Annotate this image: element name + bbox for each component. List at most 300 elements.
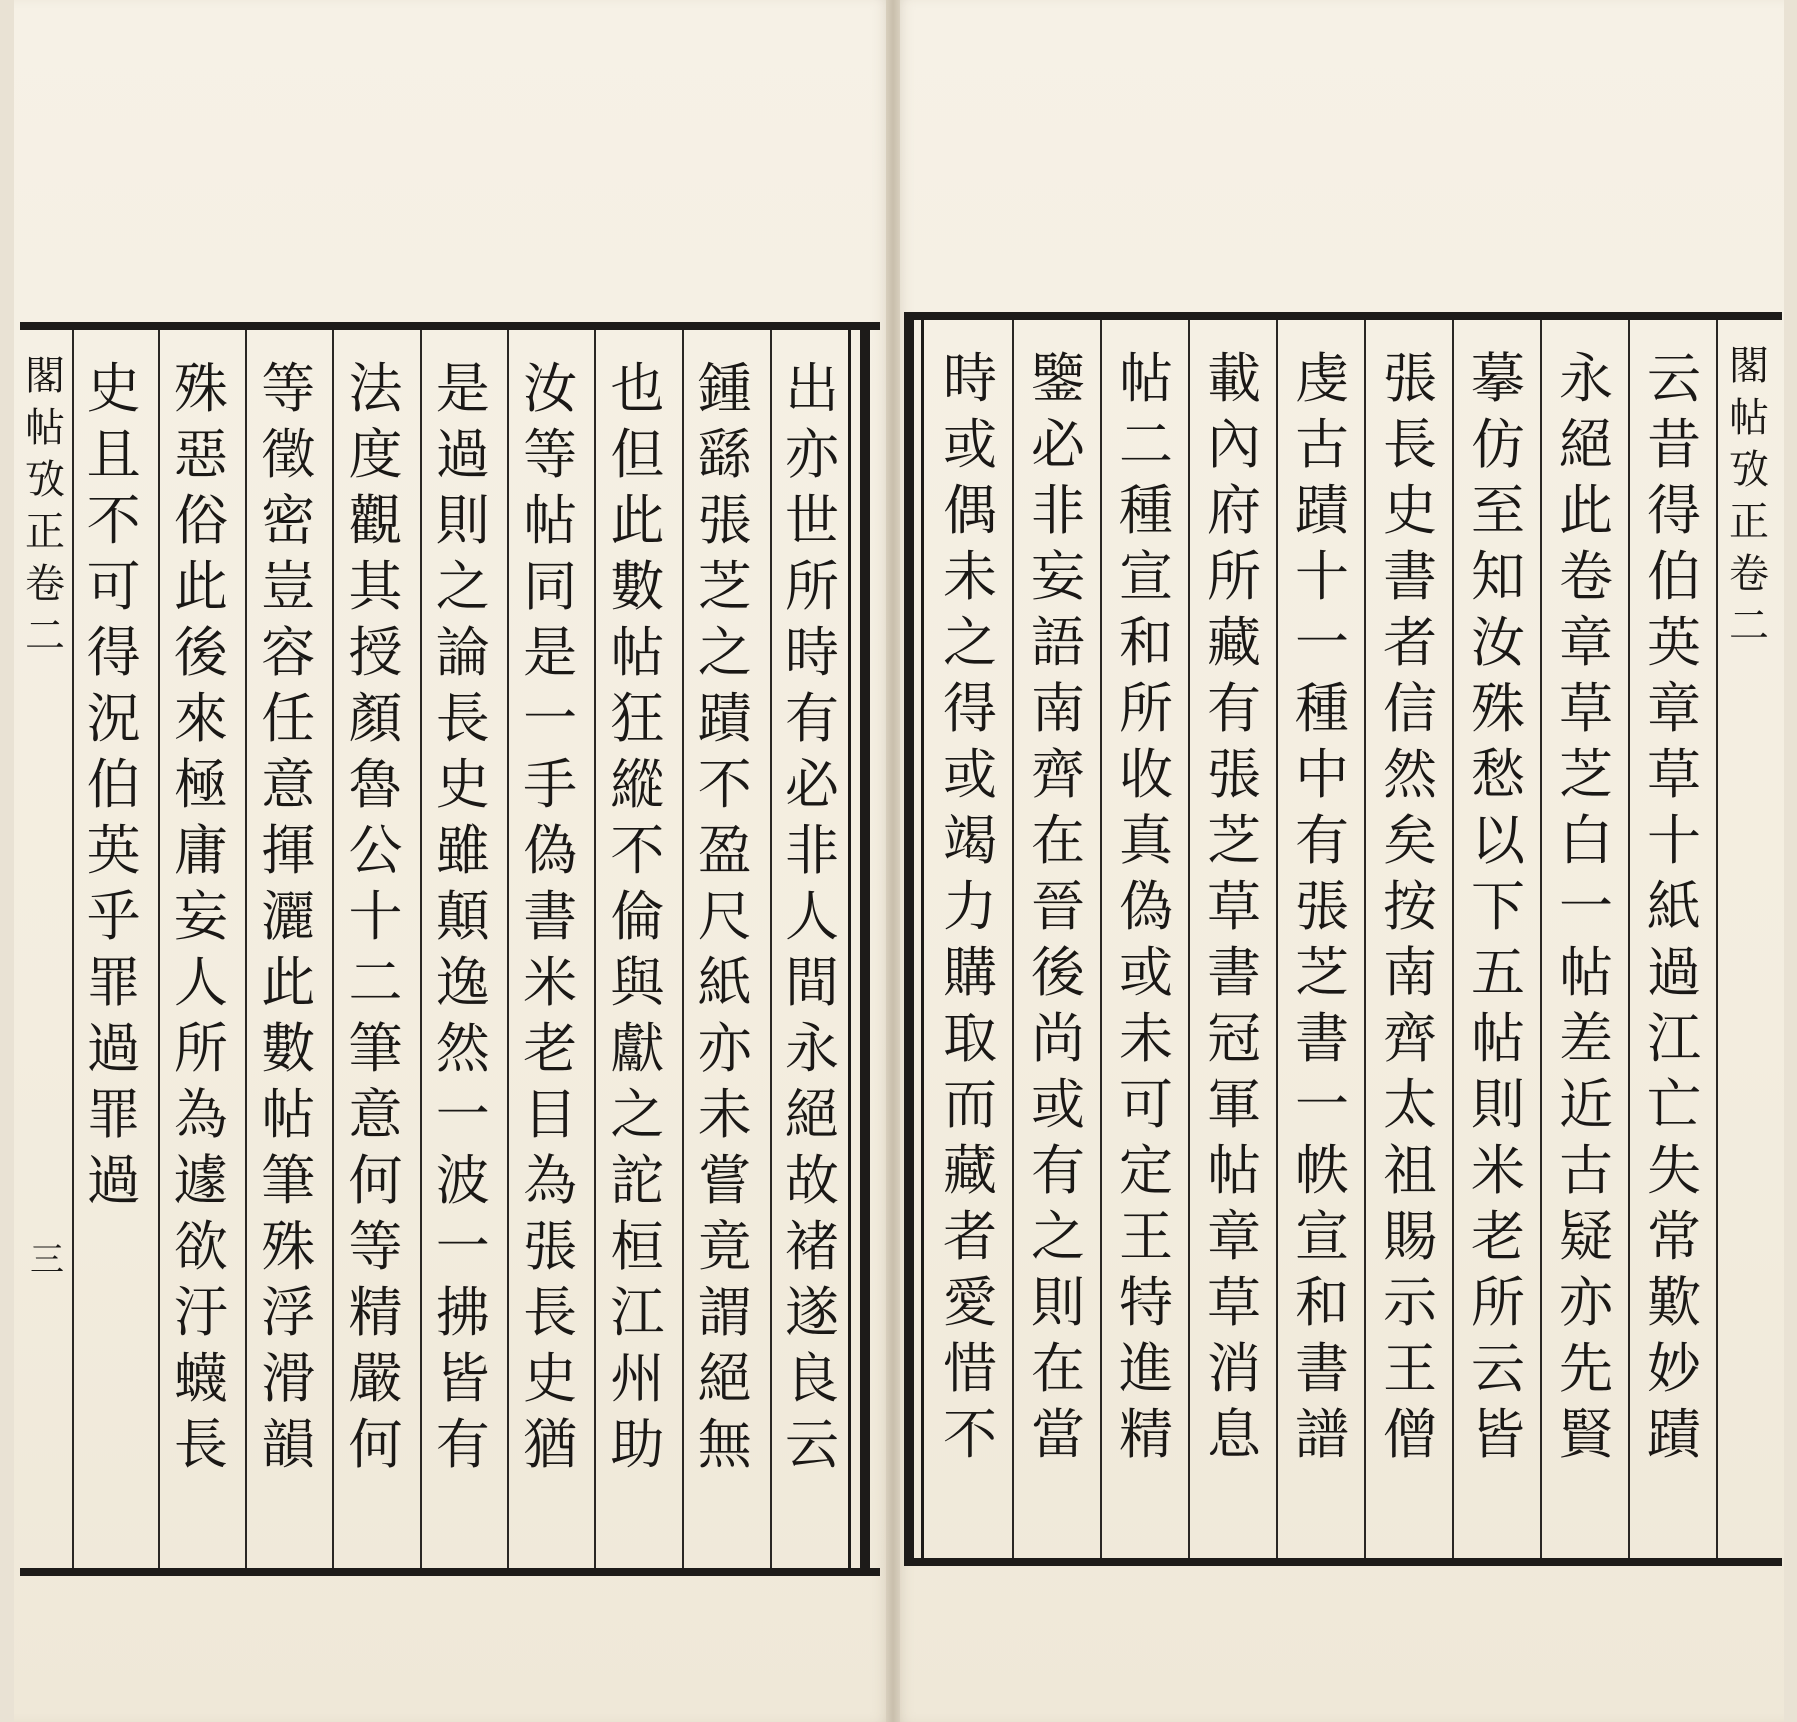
glyph: 汙 bbox=[173, 1281, 228, 1344]
glyph: 非 bbox=[1031, 479, 1085, 542]
glyph: 按 bbox=[1383, 875, 1437, 938]
glyph: 後 bbox=[173, 621, 228, 684]
glyph: 之 bbox=[435, 555, 490, 618]
glyph: 定 bbox=[1119, 1139, 1173, 1202]
glyph: 伯 bbox=[1647, 545, 1701, 608]
glyph: 盈 bbox=[697, 819, 752, 882]
glyph: 宣 bbox=[1295, 1205, 1349, 1268]
glyph: 或 bbox=[943, 743, 997, 806]
glyph: 時 bbox=[943, 347, 997, 410]
glyph: 晉 bbox=[1031, 875, 1085, 938]
glyph: 欲 bbox=[173, 1215, 228, 1278]
glyph: 草 bbox=[1559, 677, 1613, 740]
glyph: 譜 bbox=[1295, 1403, 1349, 1466]
glyph: 何 bbox=[348, 1413, 403, 1476]
glyph: 任 bbox=[261, 687, 316, 750]
glyph: 拂 bbox=[435, 1281, 490, 1344]
right-column-1 bbox=[1630, 346, 1718, 1468]
glyph: 偽 bbox=[523, 819, 578, 882]
glyph: 所 bbox=[1207, 545, 1261, 608]
glyph: 等 bbox=[348, 1215, 403, 1278]
glyph: 過 bbox=[86, 1149, 141, 1212]
glyph: 下 bbox=[1471, 875, 1525, 938]
glyph: 或 bbox=[943, 413, 997, 476]
left-column-9 bbox=[70, 356, 158, 1214]
glyph: 竟 bbox=[697, 1215, 752, 1278]
glyph: 未 bbox=[1119, 1007, 1173, 1070]
glyph: 妄 bbox=[173, 885, 228, 948]
glyph: 江 bbox=[610, 1281, 665, 1344]
left-column-7 bbox=[244, 356, 332, 1478]
glyph: 史 bbox=[523, 1347, 578, 1410]
glyph: 逸 bbox=[435, 951, 490, 1014]
glyph: 章 bbox=[1559, 611, 1613, 674]
glyph: 中 bbox=[1295, 743, 1349, 806]
glyph: 進 bbox=[1119, 1337, 1173, 1400]
glyph: 帖 bbox=[523, 489, 578, 552]
glyph: 不 bbox=[697, 753, 752, 816]
glyph: 有 bbox=[1031, 1139, 1085, 1202]
glyph: 愁 bbox=[1471, 743, 1525, 806]
glyph: 助 bbox=[610, 1413, 665, 1476]
glyph: 紙 bbox=[1647, 875, 1701, 938]
glyph: 汝 bbox=[1471, 611, 1525, 674]
glyph: 必 bbox=[785, 753, 839, 816]
glyph: 白 bbox=[1559, 809, 1613, 872]
title-glyph: 帖 bbox=[25, 405, 65, 451]
glyph: 一 bbox=[1559, 875, 1613, 938]
glyph: 觀 bbox=[348, 489, 403, 552]
title-glyph: 卷 bbox=[25, 561, 65, 607]
glyph: 或 bbox=[1031, 1073, 1085, 1136]
glyph: 為 bbox=[523, 1149, 578, 1212]
glyph: 所 bbox=[785, 555, 839, 618]
glyph: 古 bbox=[1559, 1139, 1613, 1202]
glyph: 不 bbox=[943, 1403, 997, 1466]
glyph: 偶 bbox=[943, 479, 997, 542]
glyph: 江 bbox=[1647, 1007, 1701, 1070]
glyph: 妄 bbox=[1031, 545, 1085, 608]
glyph: 間 bbox=[785, 951, 839, 1014]
right-column-5 bbox=[1278, 346, 1366, 1468]
glyph: 有 bbox=[435, 1413, 490, 1476]
glyph: 力 bbox=[943, 875, 997, 938]
glyph: 特 bbox=[1119, 1271, 1173, 1334]
glyph: 密 bbox=[261, 489, 316, 552]
glyph: 書 bbox=[1295, 1337, 1349, 1400]
glyph: 則 bbox=[435, 489, 490, 552]
glyph: 和 bbox=[1119, 611, 1173, 674]
title-glyph: 閣 bbox=[25, 353, 65, 399]
glyph: 絕 bbox=[697, 1347, 752, 1410]
glyph: 昔 bbox=[1647, 413, 1701, 476]
glyph: 府 bbox=[1207, 479, 1261, 542]
right-column-6 bbox=[1190, 346, 1278, 1468]
glyph: 僧 bbox=[1383, 1403, 1437, 1466]
glyph: 卷 bbox=[1559, 545, 1613, 608]
glyph: 以 bbox=[1471, 809, 1525, 872]
glyph: 人 bbox=[173, 951, 228, 1014]
glyph: 愛 bbox=[943, 1271, 997, 1334]
glyph: 鍾 bbox=[697, 357, 752, 420]
glyph: 宣 bbox=[1119, 545, 1173, 608]
glyph: 消 bbox=[1207, 1337, 1261, 1400]
glyph: 老 bbox=[523, 1017, 578, 1080]
glyph: 得 bbox=[86, 621, 141, 684]
glyph: 芝 bbox=[1559, 743, 1613, 806]
glyph: 過 bbox=[1647, 941, 1701, 1004]
glyph: 乎 bbox=[86, 885, 141, 948]
right-side-title bbox=[1726, 340, 1772, 652]
glyph: 一 bbox=[1295, 1073, 1349, 1136]
glyph: 蹟 bbox=[1647, 1403, 1701, 1466]
glyph: 王 bbox=[1119, 1205, 1173, 1268]
glyph: 張 bbox=[1383, 347, 1437, 410]
glyph: 徵 bbox=[261, 423, 316, 486]
glyph: 南 bbox=[1383, 941, 1437, 1004]
glyph: 魯 bbox=[348, 753, 403, 816]
glyph: 真 bbox=[1119, 809, 1173, 872]
glyph: 帖 bbox=[261, 1083, 316, 1146]
glyph: 虔 bbox=[1295, 347, 1349, 410]
glyph: 英 bbox=[86, 819, 141, 882]
glyph: 之 bbox=[697, 621, 752, 684]
glyph: 近 bbox=[1559, 1073, 1613, 1136]
glyph: 獻 bbox=[610, 1017, 665, 1080]
glyph: 世 bbox=[785, 489, 839, 552]
glyph: 者 bbox=[943, 1205, 997, 1268]
glyph: 一 bbox=[523, 687, 578, 750]
glyph: 之 bbox=[610, 1083, 665, 1146]
glyph: 長 bbox=[435, 687, 490, 750]
glyph: 顏 bbox=[348, 687, 403, 750]
right-column-9 bbox=[926, 346, 1014, 1468]
glyph: 無 bbox=[697, 1413, 752, 1476]
glyph: 可 bbox=[86, 555, 141, 618]
glyph: 長 bbox=[1383, 413, 1437, 476]
glyph: 此 bbox=[173, 555, 228, 618]
glyph: 亡 bbox=[1647, 1073, 1701, 1136]
glyph: 差 bbox=[1559, 1007, 1613, 1070]
title-glyph: 二 bbox=[25, 613, 65, 659]
glyph: 張 bbox=[1295, 875, 1349, 938]
glyph: 書 bbox=[1383, 545, 1437, 608]
glyph: 後 bbox=[1031, 941, 1085, 1004]
glyph: 庸 bbox=[173, 819, 228, 882]
glyph: 亦 bbox=[697, 1017, 752, 1080]
glyph: 目 bbox=[523, 1083, 578, 1146]
glyph: 章 bbox=[1207, 1205, 1261, 1268]
glyph: 嘗 bbox=[697, 1149, 752, 1212]
glyph: 齊 bbox=[1383, 1007, 1437, 1070]
left-column-8 bbox=[157, 356, 245, 1478]
glyph: 度 bbox=[348, 423, 403, 486]
glyph: 帖 bbox=[1559, 941, 1613, 1004]
glyph: 良 bbox=[785, 1347, 839, 1410]
glyph: 所 bbox=[1119, 677, 1173, 740]
glyph: 一 bbox=[435, 1215, 490, 1278]
glyph: 灑 bbox=[261, 885, 316, 948]
right-column-7 bbox=[1102, 346, 1190, 1468]
glyph: 芝 bbox=[1207, 809, 1261, 872]
glyph: 帖 bbox=[610, 621, 665, 684]
glyph: 草 bbox=[1207, 1271, 1261, 1334]
glyph: 遽 bbox=[173, 1149, 228, 1212]
glyph: 殊 bbox=[261, 1215, 316, 1278]
glyph: 不 bbox=[610, 819, 665, 882]
title-glyph: 閣 bbox=[1729, 343, 1769, 389]
glyph: 時 bbox=[785, 621, 839, 684]
glyph: 必 bbox=[1031, 413, 1085, 476]
glyph: 妙 bbox=[1647, 1337, 1701, 1400]
glyph: 罪 bbox=[86, 951, 141, 1014]
glyph: 而 bbox=[943, 1073, 997, 1136]
glyph: 伯 bbox=[86, 753, 141, 816]
glyph: 出 bbox=[785, 357, 839, 420]
glyph: 殊 bbox=[173, 357, 228, 420]
glyph: 帖 bbox=[1119, 347, 1173, 410]
glyph: 張 bbox=[1207, 743, 1261, 806]
glyph: 蹟 bbox=[1295, 479, 1349, 542]
glyph: 永 bbox=[1559, 347, 1613, 410]
glyph: 等 bbox=[523, 423, 578, 486]
glyph: 謂 bbox=[697, 1281, 752, 1344]
glyph: 遂 bbox=[785, 1281, 839, 1344]
glyph: 米 bbox=[1471, 1139, 1525, 1202]
glyph: 太 bbox=[1383, 1073, 1437, 1136]
glyph: 精 bbox=[1119, 1403, 1173, 1466]
title-glyph: 正 bbox=[25, 509, 65, 555]
glyph: 購 bbox=[943, 941, 997, 1004]
glyph: 取 bbox=[943, 1007, 997, 1070]
glyph: 過 bbox=[435, 423, 490, 486]
glyph: 韻 bbox=[261, 1413, 316, 1476]
glyph: 或 bbox=[1119, 941, 1173, 1004]
left-column-4 bbox=[506, 356, 594, 1478]
glyph: 豈 bbox=[261, 555, 316, 618]
title-glyph: 攷 bbox=[1729, 447, 1769, 493]
glyph: 非 bbox=[785, 819, 839, 882]
glyph: 二 bbox=[1119, 413, 1173, 476]
glyph: 且 bbox=[86, 423, 141, 486]
left-column-5 bbox=[419, 356, 507, 1478]
glyph: 書 bbox=[1207, 941, 1261, 1004]
glyph: 公 bbox=[348, 819, 403, 882]
glyph: 信 bbox=[1383, 677, 1437, 740]
glyph: 示 bbox=[1383, 1271, 1437, 1334]
glyph: 失 bbox=[1647, 1139, 1701, 1202]
glyph: 此 bbox=[610, 489, 665, 552]
glyph: 浮 bbox=[261, 1281, 316, 1344]
glyph: 揮 bbox=[261, 819, 316, 882]
glyph: 數 bbox=[261, 1017, 316, 1080]
glyph: 法 bbox=[348, 357, 403, 420]
glyph: 賜 bbox=[1383, 1205, 1437, 1268]
glyph: 極 bbox=[173, 753, 228, 816]
glyph: 則 bbox=[1471, 1073, 1525, 1136]
glyph: 賢 bbox=[1559, 1403, 1613, 1466]
glyph: 和 bbox=[1295, 1271, 1349, 1334]
book-gutter bbox=[886, 0, 900, 1722]
glyph: 意 bbox=[348, 1083, 403, 1146]
glyph: 史 bbox=[1383, 479, 1437, 542]
glyph: 惡 bbox=[173, 423, 228, 486]
glyph: 皆 bbox=[435, 1347, 490, 1410]
glyph: 所 bbox=[1471, 1271, 1525, 1334]
glyph: 絕 bbox=[785, 1083, 839, 1146]
glyph: 褚 bbox=[785, 1215, 839, 1278]
glyph: 有 bbox=[1295, 809, 1349, 872]
glyph: 在 bbox=[1031, 809, 1085, 872]
glyph: 草 bbox=[1207, 875, 1261, 938]
glyph: 亦 bbox=[1559, 1271, 1613, 1334]
glyph: 至 bbox=[1471, 479, 1525, 542]
glyph: 在 bbox=[1031, 1337, 1085, 1400]
glyph: 內 bbox=[1207, 413, 1261, 476]
glyph: 嚴 bbox=[348, 1347, 403, 1410]
glyph: 軍 bbox=[1207, 1073, 1261, 1136]
glyph: 此 bbox=[261, 951, 316, 1014]
left-column-2 bbox=[681, 356, 769, 1478]
glyph: 是 bbox=[523, 621, 578, 684]
left-folio: 三 bbox=[30, 1240, 64, 1280]
glyph: 縱 bbox=[610, 753, 665, 816]
glyph: 桓 bbox=[610, 1215, 665, 1278]
glyph: 筆 bbox=[261, 1149, 316, 1212]
glyph: 帙 bbox=[1295, 1139, 1349, 1202]
glyph: 帖 bbox=[1471, 1007, 1525, 1070]
glyph: 一 bbox=[435, 1083, 490, 1146]
glyph: 南 bbox=[1031, 677, 1085, 740]
glyph: 罪 bbox=[86, 1083, 141, 1146]
glyph: 精 bbox=[348, 1281, 403, 1344]
glyph: 常 bbox=[1647, 1205, 1701, 1268]
glyph: 書 bbox=[1295, 1007, 1349, 1070]
left-column-3 bbox=[593, 356, 681, 1478]
glyph: 俗 bbox=[173, 489, 228, 552]
glyph: 十 bbox=[348, 885, 403, 948]
glyph: 藏 bbox=[1207, 611, 1261, 674]
glyph: 則 bbox=[1031, 1271, 1085, 1334]
left-column-6 bbox=[332, 356, 420, 1478]
glyph: 未 bbox=[697, 1083, 752, 1146]
glyph: 草 bbox=[1647, 743, 1701, 806]
glyph: 史 bbox=[435, 753, 490, 816]
glyph: 書 bbox=[523, 885, 578, 948]
glyph: 此 bbox=[1559, 479, 1613, 542]
glyph: 老 bbox=[1471, 1205, 1525, 1268]
glyph: 尚 bbox=[1031, 1007, 1085, 1070]
glyph: 殊 bbox=[1471, 677, 1525, 740]
glyph: 所 bbox=[173, 1017, 228, 1080]
glyph: 芝 bbox=[697, 555, 752, 618]
glyph: 來 bbox=[173, 687, 228, 750]
glyph: 一 bbox=[1295, 611, 1349, 674]
glyph: 與 bbox=[610, 951, 665, 1014]
glyph: 詑 bbox=[610, 1149, 665, 1212]
title-glyph: 帖 bbox=[1729, 395, 1769, 441]
glyph: 皆 bbox=[1471, 1403, 1525, 1466]
glyph: 五 bbox=[1471, 941, 1525, 1004]
glyph: 過 bbox=[86, 1017, 141, 1080]
glyph: 云 bbox=[1647, 347, 1701, 410]
glyph: 十 bbox=[1295, 545, 1349, 608]
glyph: 等 bbox=[261, 357, 316, 420]
glyph: 州 bbox=[610, 1347, 665, 1410]
right-column-4 bbox=[1366, 346, 1454, 1468]
glyph: 歎 bbox=[1647, 1271, 1701, 1334]
glyph: 絕 bbox=[1559, 413, 1613, 476]
glyph: 雖 bbox=[435, 819, 490, 882]
glyph: 紙 bbox=[697, 951, 752, 1014]
glyph: 亦 bbox=[785, 423, 839, 486]
glyph: 張 bbox=[523, 1215, 578, 1278]
glyph: 者 bbox=[1383, 611, 1437, 674]
glyph: 云 bbox=[1471, 1337, 1525, 1400]
glyph: 永 bbox=[785, 1017, 839, 1080]
glyph: 偽 bbox=[1119, 875, 1173, 938]
title-glyph: 攷 bbox=[25, 457, 65, 503]
glyph: 息 bbox=[1207, 1403, 1261, 1466]
glyph: 冠 bbox=[1207, 1007, 1261, 1070]
glyph: 未 bbox=[943, 545, 997, 608]
glyph: 載 bbox=[1207, 347, 1261, 410]
glyph: 然 bbox=[435, 1017, 490, 1080]
glyph: 二 bbox=[348, 951, 403, 1014]
glyph: 史 bbox=[86, 357, 141, 420]
glyph: 之 bbox=[1031, 1205, 1085, 1268]
glyph: 語 bbox=[1031, 611, 1085, 674]
glyph: 波 bbox=[435, 1149, 490, 1212]
glyph: 十 bbox=[1647, 809, 1701, 872]
glyph: 知 bbox=[1471, 545, 1525, 608]
title-glyph: 二 bbox=[1729, 603, 1769, 649]
glyph: 不 bbox=[86, 489, 141, 552]
glyph: 英 bbox=[1647, 611, 1701, 674]
glyph: 章 bbox=[1647, 677, 1701, 740]
glyph: 為 bbox=[173, 1083, 228, 1146]
glyph: 云 bbox=[785, 1413, 839, 1476]
glyph: 手 bbox=[523, 753, 578, 816]
glyph: 藏 bbox=[943, 1139, 997, 1202]
glyph: 繇 bbox=[697, 423, 752, 486]
glyph: 筆 bbox=[348, 1017, 403, 1080]
glyph: 長 bbox=[523, 1281, 578, 1344]
glyph: 其 bbox=[348, 555, 403, 618]
glyph: 張 bbox=[697, 489, 752, 552]
glyph: 仿 bbox=[1471, 413, 1525, 476]
glyph: 先 bbox=[1559, 1337, 1613, 1400]
glyph: 有 bbox=[1207, 677, 1261, 740]
glyph: 滑 bbox=[261, 1347, 316, 1410]
right-column-8 bbox=[1014, 346, 1102, 1468]
glyph: 可 bbox=[1119, 1073, 1173, 1136]
glyph: 之 bbox=[943, 611, 997, 674]
title-glyph: 正 bbox=[1729, 499, 1769, 545]
glyph: 況 bbox=[86, 687, 141, 750]
glyph: 帖 bbox=[1207, 1139, 1261, 1202]
right-column-2 bbox=[1542, 346, 1630, 1468]
glyph: 意 bbox=[261, 753, 316, 816]
glyph: 矣 bbox=[1383, 809, 1437, 872]
glyph: 尺 bbox=[697, 885, 752, 948]
glyph: 疑 bbox=[1559, 1205, 1613, 1268]
glyph: 長 bbox=[173, 1413, 228, 1476]
glyph: 數 bbox=[610, 555, 665, 618]
right-column-3 bbox=[1454, 346, 1542, 1468]
glyph: 何 bbox=[348, 1149, 403, 1212]
left-side-title bbox=[22, 350, 68, 662]
